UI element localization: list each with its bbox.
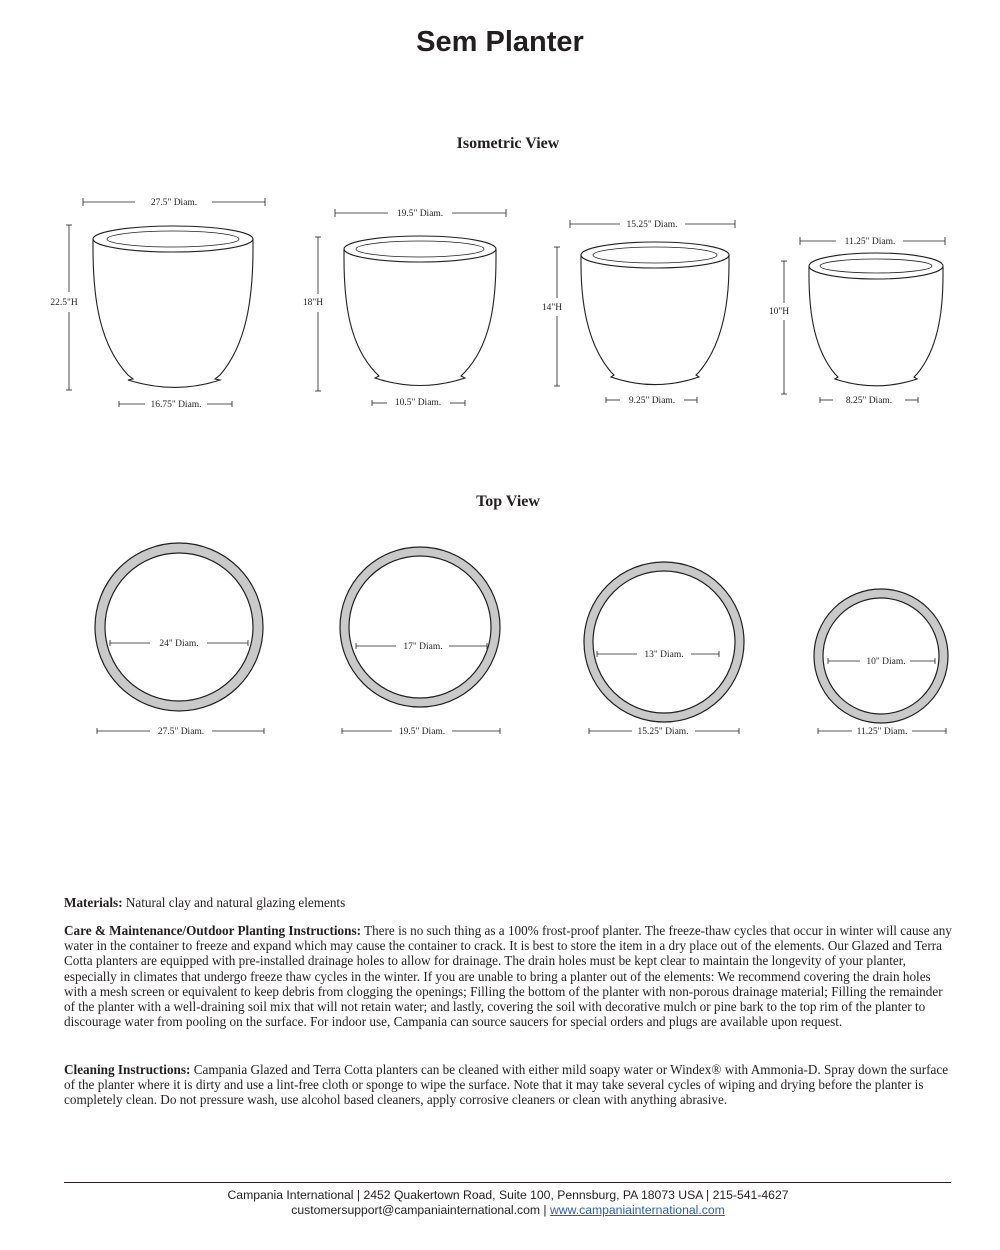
top-3-outer-diameter: 15.25" Diam. [637,727,689,737]
page-title: Sem Planter [416,26,584,58]
top-view-planter-3 [584,562,744,734]
iso-1-height: 22.5"H [50,298,78,308]
care-paragraph [64,923,954,1029]
top-4-outer-diameter: 11.25" Diam. [856,727,908,737]
top-4-inner-diameter: 10" Diam. [866,657,906,667]
materials-label: Materials: [64,895,123,910]
cleaning-label: Cleaning Instructions: [64,1062,191,1077]
footer-divider [64,1182,951,1183]
iso-3-top-diameter: 15.25" Diam. [626,220,678,230]
top-view-heading: Top View [476,493,540,510]
iso-2-top-diameter: 19.5" Diam. [396,209,444,219]
footer-contact [0,1203,1000,1218]
isometric-planter-4 [781,237,945,403]
iso-2-height: 18"H [302,298,324,308]
cleaning-paragraph [64,1062,954,1108]
isometric-planter-2 [315,209,506,406]
top-2-outer-diameter: 19.5" Diam. [398,727,446,737]
iso-1-top-diameter: 27.5" Diam. [150,198,198,208]
iso-1-base-diameter: 16.75" Diam. [150,400,202,410]
iso-3-base-diameter: 9.25" Diam. [628,396,676,406]
iso-2-base-diameter: 10.5" Diam. [394,398,442,408]
footer-website-link[interactable]: www.campaniainternational.com [549,1203,725,1217]
top-1-inner-diameter: 24" Diam. [159,639,199,649]
iso-3-height: 14"H [541,303,563,313]
materials-paragraph [64,895,954,910]
isometric-planter-1 [66,198,265,407]
iso-4-base-diameter: 8.25" Diam. [845,396,893,406]
top-3-inner-diameter: 13" Diam. [644,650,684,660]
top-2-inner-diameter: 17" Diam. [403,642,443,652]
iso-4-height: 10"H [768,307,790,317]
top-1-outer-diameter: 27.5" Diam. [157,727,205,737]
materials-text: Natural clay and natural glazing elements [125,895,346,910]
top-view-planter-2 [340,547,500,734]
footer-email: customersupport@campaniainternational.com [291,1203,541,1217]
isometric-planter-3 [554,220,735,403]
care-text: There is no such thing as a 100% frost-proof planter. The freeze-thaw cycles that occur in winter will cause any water in the container to freeze and expand which may cause the container to crack. It is best to store the item in a dry place out of the elements. Our Glazed and Terra Cotta planters are equipped with pre-installed drainage holes to allow for drainage. The drain holes must be kept clear to maintain the longevity of your planter, especially in climates that undergo freeze thaw cycles in the winter. If you are unable to bring a planter out of the elements: We recommend covering the drain holes with a mesh screen or equivalent to keep debris from clogging the openings; Filling the bottom of the planter with non-porous drainage material; Filling the remainder of the planter with a well-draining soil mix that will not retain water; and lastly, covering the soil with decorative mulch or pine bark to the top rim of the planter to discourage water from pooling on the surface. For indoor use, Campania can source saucers for special orders and plugs are available upon request. [64,923,952,1030]
care-label: Care & Maintenance/Outdoor Planting Instructions: [64,923,361,938]
cleaning-text: Campania Glazed and Terra Cotta planters can be cleaned with either mild soapy water or Windex® with Ammonia-D. Spray down the surface of the planter where it is dirty and use a lint-free cloth or sponge to wipe the surface. Note that it may take several cycles of wiping and drying before the planter is completely clean. Do not pressure wash, use alcohol based cleaners, apply corrosive cleaners or clean with anything abrasive. [64,1062,949,1108]
isometric-view-heading: Isometric View [456,135,560,152]
footer-separator: | [540,1203,550,1217]
footer-address: Campania International | 2452 Quakertown Road, Suite 100, Pennsburg, PA 18073 USA | 215-541-4627 [227,1188,789,1202]
iso-4-top-diameter: 11.25" Diam. [844,237,896,247]
